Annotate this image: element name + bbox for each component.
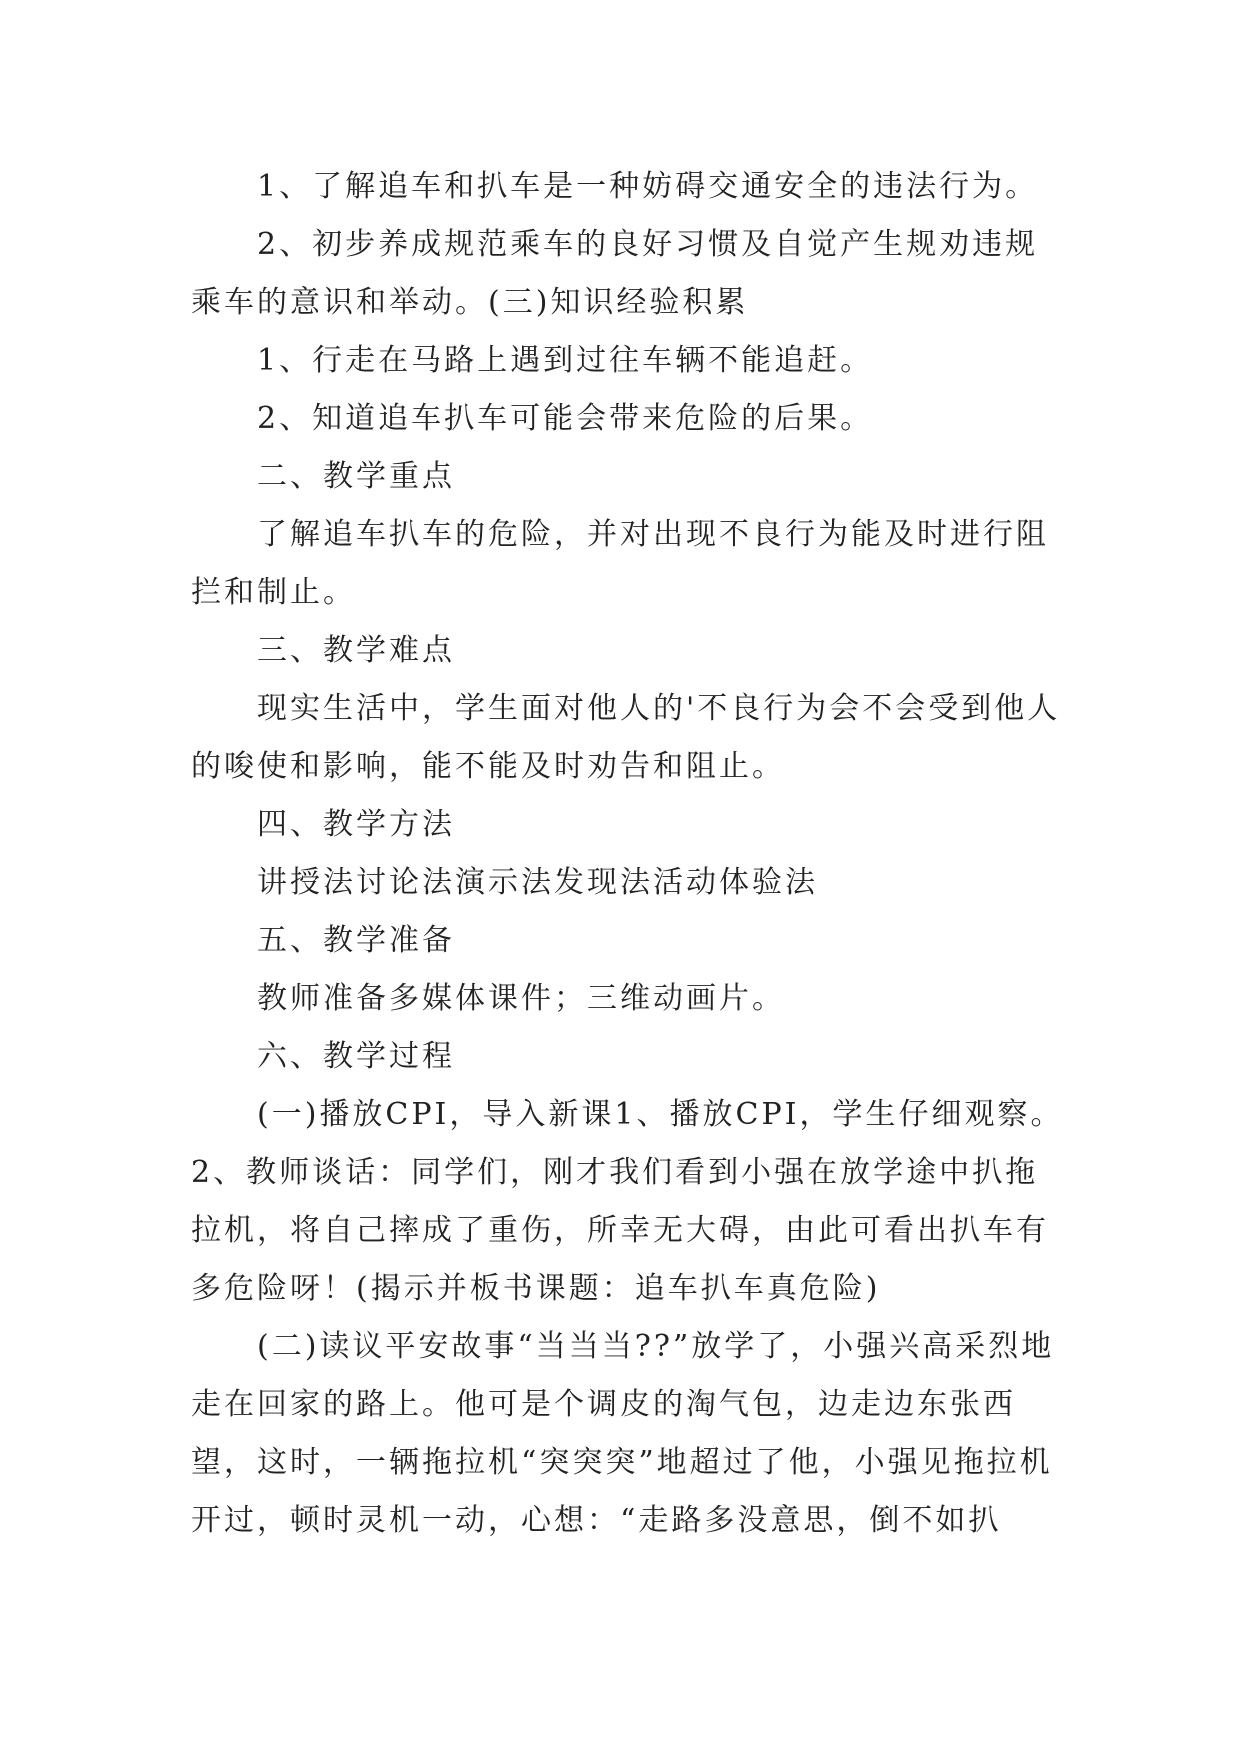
- paragraph-process-1: (一)播放CPI，导入新课1、播放CPI，学生仔细观察。: [257, 1097, 1064, 1132]
- heading-process: 六、教学过程: [257, 1039, 455, 1074]
- heading-key-points: 二、教学重点: [257, 459, 455, 494]
- paragraph-knowledge-2: 2、知道追车扒车可能会带来危险的后果。: [257, 401, 874, 436]
- heading-difficulties: 三、教学难点: [257, 633, 455, 668]
- paragraph-story: (二)读议平安故事“当当当??”放学了，小强兴高采烈地走在回家的路上。他可是个调皮的淘气包，边走边东张西望，这时，一辆拖拉机“突突突”地超过了他，小强见拖拉机开过，顿时灵机一动，心想：“走路多没意思，倒不如扒: [191, 1329, 1055, 1538]
- paragraph-objective-2: 2、初步养成规范乘车的良好习惯及自觉产生规劝违规乘车的意识和举动。(三)知识经验积累: [191, 227, 1039, 320]
- paragraph-knowledge-1: 1、行走在马路上遇到过往车辆不能追赶。: [257, 343, 874, 378]
- document-body: [191, 158, 1071, 1550]
- paragraph-objective-1: 1、了解追车和扒车是一种妨碍交通安全的违法行为。: [257, 169, 1039, 204]
- paragraph-key-points: 了解追车扒车的危险，并对出现不良行为能及时进行阻拦和制止。: [191, 517, 1049, 610]
- paragraph-difficulties: 现实生活中，学生面对他人的'不良行为会不会受到他人的唆使和影响，能不能及时劝告和阻止。: [191, 691, 1061, 784]
- paragraph-preparation: 教师准备多媒体课件；三维动画片。: [257, 981, 785, 1016]
- paragraph-process-2: 2、教师谈话：同学们，刚才我们看到小强在放学途中扒拖拉机，将自己摔成了重伤，所幸无大碍，由此可看出扒车有多危险呀！(揭示并板书课题：追车扒车真危险): [191, 1155, 1049, 1306]
- heading-preparation: 五、教学准备: [257, 923, 455, 958]
- heading-methods: 四、教学方法: [257, 807, 455, 842]
- paragraph-methods: 讲授法讨论法演示法发现法活动体验法: [257, 865, 818, 900]
